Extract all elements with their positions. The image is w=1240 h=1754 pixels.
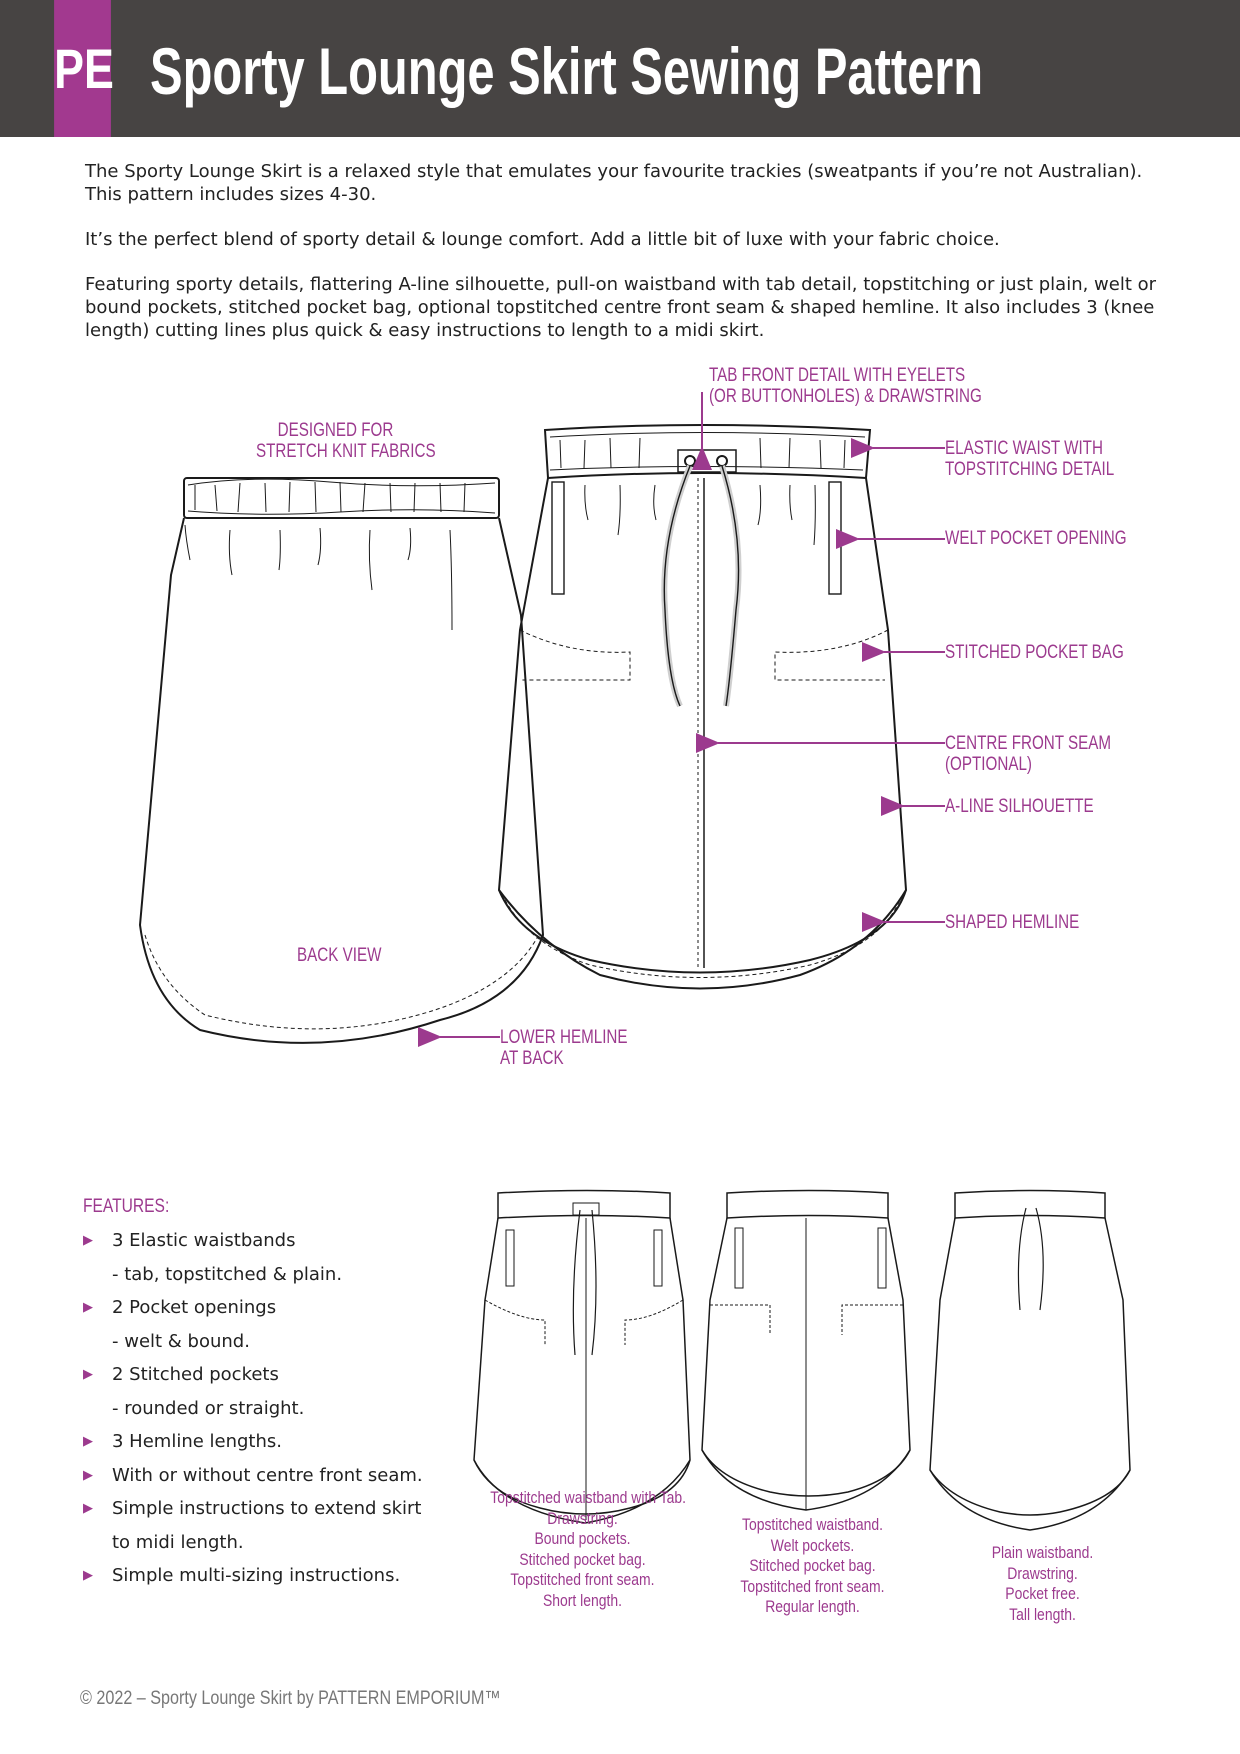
feature-text: With or without centre front seam.	[112, 1464, 423, 1486]
footer-copyright: © 2022 – Sporty Lounge Skirt by PATTERN EMPORIUM™	[80, 1688, 501, 1709]
caption-line: Tall length.	[1009, 1604, 1076, 1624]
callout-a-line: A-LINE SILHOUETTE	[945, 796, 1094, 817]
caption-line: Topstitched waistband.	[741, 1515, 884, 1534]
callout-line: STRETCH KNIT FABRICS	[256, 441, 436, 462]
callout-tab-front	[709, 365, 982, 407]
caption-line: Drawstring.	[547, 1508, 618, 1528]
variant-caption-1	[490, 1488, 687, 1611]
callout-centre-front	[945, 733, 1111, 775]
features-list	[83, 1224, 463, 1593]
caption-line: Regular length.	[765, 1597, 860, 1616]
callout-line: LOWER HEMLINE	[500, 1027, 628, 1048]
feature-item	[83, 1224, 463, 1291]
bullet-triangle-icon: ▶	[83, 1434, 93, 1449]
intro-paragraph-2: It’s the perfect blend of sporty detail & lounge comfort. Add a little bit of luxe with your fabric choice.	[85, 229, 1000, 250]
callout-line: DESIGNED FOR	[277, 420, 394, 441]
feature-text: 2 Stitched pockets	[112, 1364, 279, 1385]
callout-line: CENTRE FRONT SEAM	[945, 733, 1112, 754]
feature-text: Simple instructions to extend skirt	[112, 1498, 422, 1519]
callout-line: TOPSTITCHING DETAIL	[945, 459, 1115, 480]
feature-item	[83, 1291, 463, 1358]
caption-line: Drawstring.	[1007, 1563, 1078, 1583]
feature-text: 3 Elastic waistbands	[112, 1230, 296, 1251]
feature-sub: - welt & bound.	[112, 1330, 250, 1352]
intro-paragraph-3: Featuring sporty details, flattering A-line silhouette, pull-on waistband with tab detail, topstitching or just plain, welt or bound pockets, stitched pocket bag, optional topstitched centre front seam & shaped hemline. It also includes 3 (knee length) cutting lines plus quick & easy instructions to length to a midi skirt.	[85, 274, 1157, 341]
feature-text: Simple multi-sizing instructions.	[112, 1565, 401, 1586]
feature-sub: - tab, topstitched & plain.	[112, 1263, 343, 1285]
caption-line: Topstitched waistband with Tab.	[490, 1488, 687, 1507]
callout-line: (OPTIONAL)	[945, 754, 1032, 775]
caption-line: Plain waistband.	[991, 1543, 1094, 1562]
bullet-triangle-icon: ▶	[83, 1300, 93, 1315]
feature-sub: - rounded or straight.	[112, 1397, 305, 1419]
feature-item	[83, 1559, 463, 1593]
caption-line: Pocket free.	[1005, 1584, 1080, 1603]
intro-paragraph-1: The Sporty Lounge Skirt is a relaxed style that emulates your favourite trackies (sweatpants if you’re not Australian). This pattern includes sizes 4-30.	[85, 161, 1143, 205]
callout-line: ELASTIC WAIST WITH	[945, 438, 1103, 459]
feature-sub: to midi length.	[112, 1531, 244, 1553]
bullet-triangle-icon: ▶	[83, 1568, 93, 1583]
bullet-triangle-icon: ▶	[83, 1367, 93, 1382]
brand-logo: PE	[54, 0, 111, 137]
variant-drawing-1	[474, 1191, 690, 1524]
bullet-triangle-icon: ▶	[83, 1501, 93, 1516]
callout-stitched-pocket: STITCHED POCKET BAG	[945, 642, 1124, 663]
variant-caption-3	[963, 1543, 1123, 1625]
callout-designed-for	[256, 420, 436, 462]
bullet-triangle-icon: ▶	[83, 1233, 93, 1248]
caption-line: Stitched pocket bag.	[749, 1556, 876, 1575]
variant-drawing-3	[930, 1191, 1130, 1531]
caption-line: Short length.	[542, 1590, 623, 1610]
caption-line: Welt pockets.	[770, 1535, 855, 1555]
features-title: FEATURES:	[83, 1196, 170, 1217]
callout-lower-hemline	[500, 1027, 628, 1069]
callout-back-view: BACK VIEW	[297, 945, 382, 966]
variant-caption-2	[728, 1515, 896, 1618]
callout-welt-pocket: WELT POCKET OPENING	[945, 528, 1127, 549]
callout-shaped-hemline: SHAPED HEMLINE	[945, 912, 1080, 933]
feature-item	[83, 1459, 463, 1493]
caption-line: Topstitched front seam.	[740, 1576, 885, 1596]
feature-item	[83, 1492, 463, 1559]
caption-line: Topstitched front seam.	[510, 1570, 655, 1589]
page-title: Sporty Lounge Skirt Sewing Pattern	[150, 34, 984, 108]
variant-drawing-2	[702, 1191, 910, 1511]
callout-elastic-waist	[945, 438, 1114, 480]
callout-line: (OR BUTTONHOLES) & DRAWSTRING	[709, 386, 982, 407]
feature-text: 3 Hemline lengths.	[112, 1431, 282, 1452]
caption-line: Bound pockets.	[534, 1529, 631, 1548]
bullet-triangle-icon: ▶	[83, 1467, 93, 1483]
feature-item	[83, 1358, 463, 1425]
callout-line: TAB FRONT DETAIL WITH EYELETS	[709, 365, 966, 386]
feature-item	[83, 1425, 463, 1459]
front-view-skirt	[499, 425, 906, 989]
caption-line: Stitched pocket bag.	[519, 1549, 646, 1569]
feature-text: 2 Pocket openings	[112, 1297, 277, 1318]
callout-line: AT BACK	[500, 1048, 564, 1069]
